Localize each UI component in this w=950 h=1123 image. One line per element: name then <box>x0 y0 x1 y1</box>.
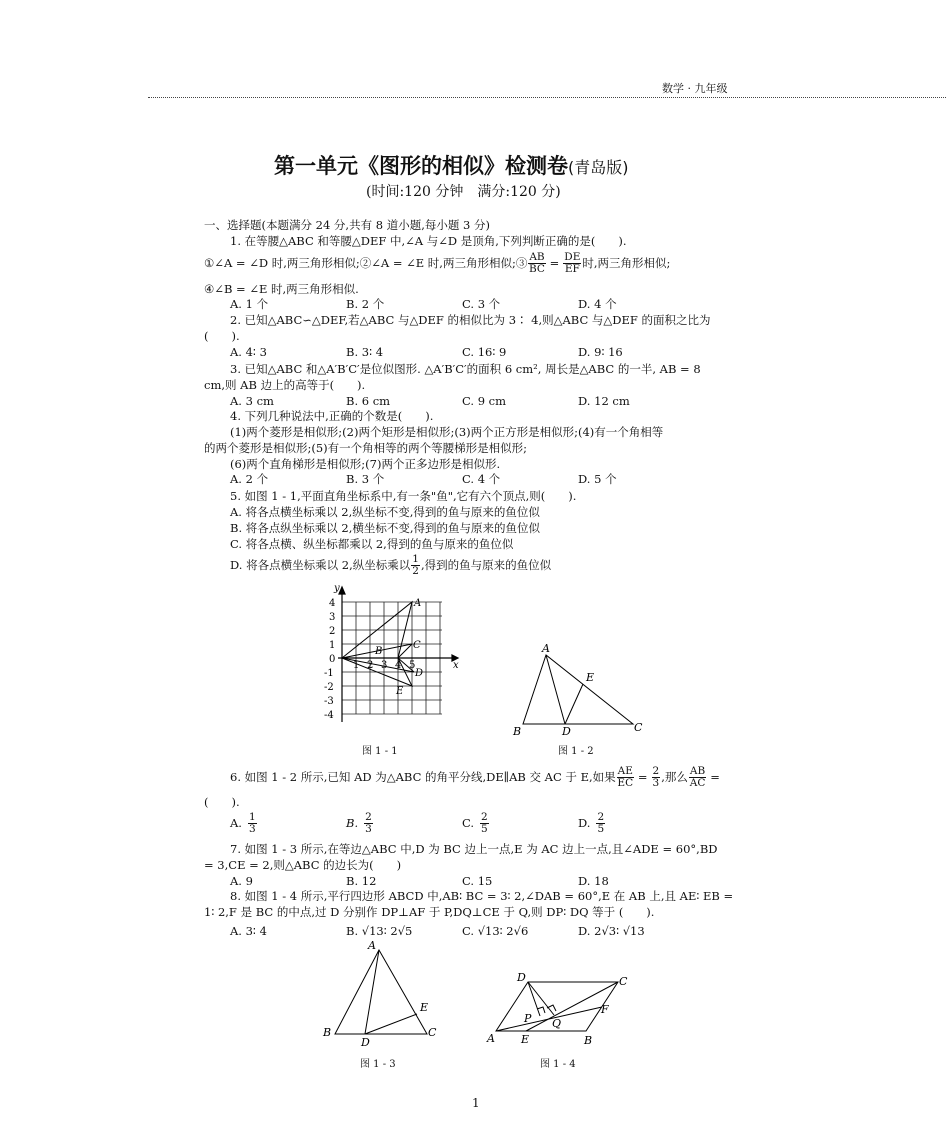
q6-opt-b-num: 2 <box>365 810 372 823</box>
fig13-labels <box>322 939 437 1048</box>
q6-opt-d-num: 2 <box>597 810 605 823</box>
fig14-point-c: C <box>619 975 628 988</box>
q1-option-d: D. 4 个 <box>578 297 617 311</box>
fig11-ytick: 4 <box>329 598 336 609</box>
q5-stem: 5. 如图 1 - 1,平面直角坐标系中,有一条"鱼",它有六个顶点,则( ). <box>230 489 577 503</box>
q6-opt-b-den: 3 <box>365 822 372 835</box>
fig11-xtick: 5 <box>409 660 416 671</box>
q6-opt-b-prefix: B. <box>346 815 359 830</box>
fig14-point-p: P <box>524 1012 532 1025</box>
q5-option-b: B. 将各点纵坐标乘以 2,横坐标不变,得到的鱼与原来的鱼位似 <box>230 521 541 535</box>
q6-frac-2-3 <box>652 766 661 789</box>
q3-line1: 3. 已知△ABC 和△A′B′C′是位似图形. △A′B′C′的面积 6 cm², 周长是△ABC 的一半, AB = 8 <box>230 362 701 376</box>
fig13-point-d: D <box>361 1036 370 1048</box>
q6-opt-a-den: 3 <box>248 822 256 835</box>
fig11-y-label: y <box>334 583 340 594</box>
fig11-ytick: -3 <box>324 696 334 707</box>
fig11-ytick: 1 <box>329 640 336 651</box>
fig13-caption: 图 1 - 3 <box>360 1059 396 1070</box>
fig11-xtick: 1 <box>353 660 360 671</box>
q5-d-text1: D. 将各点横坐标乘以 2,纵坐标乘以 <box>230 557 411 572</box>
fig13-point-c: C <box>428 1026 437 1039</box>
fig12-caption: 图 1 - 2 <box>558 746 594 757</box>
q6-eq2: = <box>710 769 720 784</box>
q1-line2-a: ①∠A = ∠D 时,两三角形相似;②∠A = ∠E 时,两三角形相似;③ <box>204 255 528 270</box>
fig11-point-a: A <box>414 598 422 609</box>
q6-opt-c-num: 2 <box>481 810 488 823</box>
q8-option-d: D. 2√3∶ √13 <box>578 924 645 938</box>
header-divider <box>148 97 946 98</box>
q6-option-b <box>346 810 374 836</box>
q2-option-d: D. 9∶ 16 <box>578 345 623 359</box>
q4-line2: (1)两个菱形是相似形;(2)两个矩形是相似形;(3)两个正方形是相似形;(4)有一个角相等 <box>230 425 664 439</box>
q6-line1 <box>230 764 720 790</box>
q4-option-a: A. 2 个 <box>230 472 269 486</box>
q8-option-a: A. 3∶ 4 <box>230 924 267 938</box>
fig11-xtick: 4 <box>395 660 402 671</box>
section-heading: 一、选择题(本题满分 24 分,共有 8 道小题,每小题 3 分) <box>204 218 490 232</box>
q5-d-frac-den: 2 <box>412 564 419 577</box>
q5-option-d <box>230 552 551 578</box>
q1-frac1-num: AB <box>529 250 545 263</box>
fig11-ytick: 0 <box>329 654 336 665</box>
q6-frac3-num: AB <box>689 764 706 777</box>
q6-opt-c-den: 5 <box>481 822 488 835</box>
q3-option-a: A. 3 cm <box>230 394 274 408</box>
q8-option-c: C. √13∶ 2√6 <box>462 924 529 938</box>
q6-opt-a-num: 1 <box>248 810 256 823</box>
q4-line4: (6)两个直角梯形是相似形;(7)两个正多边形是相似形. <box>230 457 501 471</box>
fig13-point-a: A <box>368 939 376 952</box>
fig11-point-d: D <box>415 668 424 679</box>
q1-frac-ab-bc <box>528 252 545 275</box>
q4-option-c: C. 4 个 <box>462 472 501 486</box>
fig14-point-q: Q <box>552 1017 562 1030</box>
q6-line2: ( ). <box>204 795 240 809</box>
q3-option-d: D. 12 cm <box>578 394 630 408</box>
fig14-point-e: E <box>521 1033 530 1046</box>
q6-opt-d-prefix: D. <box>578 815 591 830</box>
figure-1-1 <box>312 582 462 742</box>
q1-frac2-den: EF <box>564 262 580 275</box>
q5-d-frac <box>411 554 420 577</box>
fig14-point-f: F <box>601 1003 609 1016</box>
fig11-point-c: C <box>413 640 421 651</box>
fig14-point-b: B <box>584 1034 593 1047</box>
fig11-ytick: 2 <box>329 626 336 637</box>
fig13-point-b: B <box>323 1026 332 1039</box>
q6-option-a <box>230 810 258 836</box>
q6-frac2-den: 3 <box>652 776 660 789</box>
q7-option-b: B. 12 <box>346 874 377 888</box>
q4-line1: 4. 下列几种说法中,正确的个数是( ). <box>230 409 434 423</box>
q8-line1: 8. 如图 1 - 4 所示,平行四边形 ABCD 中,AB∶ BC = 3∶ 2,∠DAB = 60°,E 在 AB 上,且 AE∶ EB = <box>230 889 734 903</box>
q6-line1-a: 6. 如图 1 - 2 所示,已知 AD 为△ABC 的角平分线,DE∥AB 交 AC 于 E,如果 <box>230 769 616 784</box>
title-main: 第一单元《图形的相似》检测卷 <box>274 154 568 178</box>
figure-1-3 <box>315 938 445 1048</box>
q1-line2-b: 时,两三角形相似; <box>582 255 671 270</box>
q7-line1: 7. 如图 1 - 3 所示,在等边△ABC 中,D 为 BC 边上一点,E 为 AC 边上一点,且∠ADE = 60°,BD <box>230 842 718 856</box>
fig14-caption: 图 1 - 4 <box>540 1059 576 1070</box>
q6-eq1: = <box>637 769 648 784</box>
q1-option-a: A. 1 个 <box>230 297 269 311</box>
q6-opt-d-frac <box>596 812 605 835</box>
fig12-point-d: D <box>562 725 571 738</box>
fig14-point-d: D <box>517 971 526 984</box>
q7-line2: = 3,CE = 2,则△ABC 的边长为( ) <box>204 858 402 872</box>
q7-option-d: D. 18 <box>578 874 609 888</box>
q2-option-a: A. 4∶ 3 <box>230 345 267 359</box>
fig11-ytick: -2 <box>324 682 334 693</box>
fig14-point-a: A <box>487 1032 495 1045</box>
q1-stem: 1. 在等腰△ABC 和等腰△DEF 中,∠A 与∠D 是顶角,下列判断正确的是( ). <box>230 234 627 248</box>
q6-frac3-den: AC <box>689 776 706 789</box>
q6-frac-ae-ec <box>617 766 634 789</box>
q7-option-a: A. 9 <box>230 874 253 888</box>
q5-d-frac-num: 1 <box>412 552 419 565</box>
q1-line2 <box>204 250 670 276</box>
fig11-point-b: B <box>375 646 383 657</box>
q6-mid: ,那么 <box>661 769 688 784</box>
q1-eq: = <box>549 255 560 270</box>
q8-option-b: B. √13∶ 2√5 <box>346 924 413 938</box>
q3-option-c: C. 9 cm <box>462 394 507 408</box>
fig12-point-a: A <box>542 642 550 655</box>
fig12-lines <box>523 655 633 724</box>
fig11-ytick: -1 <box>324 668 334 679</box>
q6-opt-c-frac <box>480 812 489 835</box>
q1-frac2-num: DE <box>564 250 581 263</box>
fig11-x-label: x <box>453 660 459 671</box>
q2-option-c: C. 16∶ 9 <box>462 345 507 359</box>
q2-line2: ( ). <box>204 329 240 343</box>
q6-opt-a-prefix: A. <box>230 815 242 830</box>
q4-line3: 的两个菱形是相似形;(5)有一个角相等的两个等腰梯形是相似形; <box>204 441 528 455</box>
title-edition: (青岛版) <box>568 158 629 177</box>
q5-option-a: A. 将各点横坐标乘以 2,纵坐标不变,得到的鱼与原来的鱼位似 <box>230 505 540 519</box>
q6-frac1-num: AE <box>617 764 633 777</box>
q6-option-d <box>578 810 606 836</box>
q6-opt-b-frac <box>364 812 373 835</box>
q8-line2: 1∶ 2,F 是 BC 的中点,过 D 分别作 DP⊥AF 于 P,DQ⊥CE 于 Q,则 DP∶ DQ 等于 ( ). <box>204 905 655 919</box>
fig12-point-e: E <box>586 671 595 684</box>
q2-line1: 2. 已知△ABC∽△DEF,若△ABC 与△DEF 的相似比为 3∶ 4,则△ABC 与△DEF 的面积之比为 <box>230 313 711 327</box>
q3-line2: cm,则 AB 边上的高等于( ). <box>204 378 366 392</box>
q4-option-d: D. 5 个 <box>578 472 617 486</box>
fig11-xtick: 2 <box>367 660 374 671</box>
fig11-ytick: -4 <box>324 710 334 721</box>
q1-frac1-den: BC <box>529 262 545 275</box>
q1-line3: ④∠B = ∠E 时,两三角形相似. <box>204 282 359 296</box>
q3-option-b: B. 6 cm <box>346 394 391 408</box>
q6-frac1-den: EC <box>617 776 634 789</box>
q2-option-b: B. 3∶ 4 <box>346 345 384 359</box>
figure-1-2 <box>505 638 655 738</box>
fig11-ytick: 3 <box>329 612 336 623</box>
q1-option-c: C. 3 个 <box>462 297 501 311</box>
q5-d-text2: ,得到的鱼与原来的鱼位似 <box>420 557 552 572</box>
q4-option-b: B. 3 个 <box>346 472 385 486</box>
q6-option-c <box>462 810 490 836</box>
figure-1-4 <box>480 965 640 1050</box>
q5-option-c: C. 将各点横、纵坐标都乘以 2,得到的鱼与原来的鱼位似 <box>230 537 514 551</box>
fig12-point-b: B <box>513 725 522 738</box>
fig11-xtick: 3 <box>381 660 388 671</box>
q6-opt-a-frac <box>248 812 257 835</box>
page-number: 1 <box>472 1096 480 1110</box>
q6-frac-ab-ac <box>689 766 706 789</box>
fig11-caption: 图 1 - 1 <box>362 746 398 757</box>
q1-option-b: B. 2 个 <box>346 297 385 311</box>
q7-option-c: C. 15 <box>462 874 493 888</box>
q6-frac2-num: 2 <box>652 764 660 777</box>
q1-frac-de-ef <box>563 252 581 275</box>
fig12-point-c: C <box>634 721 643 734</box>
fig11-point-e: E <box>396 686 404 697</box>
fig13-point-e: E <box>420 1001 429 1014</box>
q6-opt-c-prefix: C. <box>462 815 475 830</box>
page-subtitle: (时间:120 分钟 满分:120 分) <box>366 184 561 200</box>
header-subject: 数学 · 九年级 <box>662 82 728 95</box>
page-title <box>274 150 629 180</box>
fig13-lines <box>335 950 427 1034</box>
q6-opt-d-den: 5 <box>597 822 605 835</box>
